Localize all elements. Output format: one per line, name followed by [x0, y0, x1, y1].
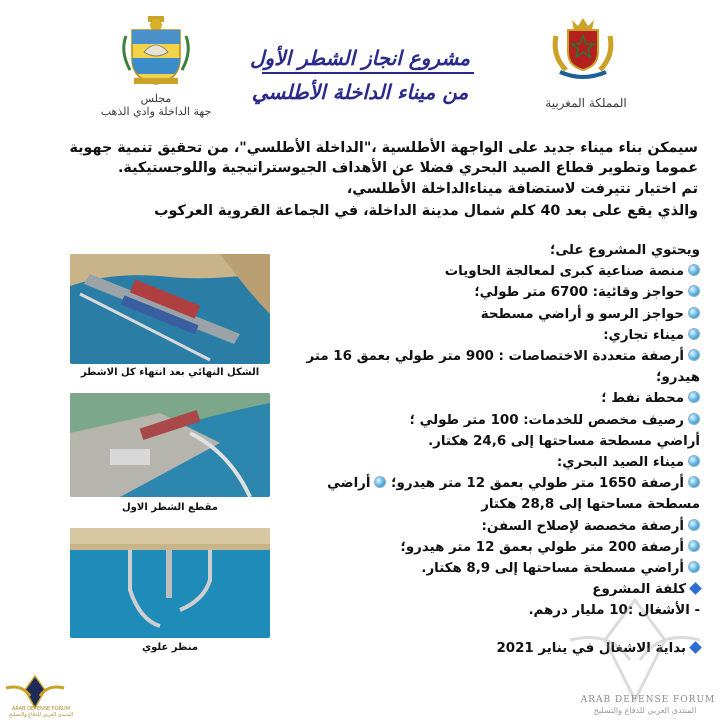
list-item [290, 325, 700, 346]
bullet-icon [688, 413, 700, 425]
list-item-continuation: مسطحة مساحتها إلى 28,8 هكتار [481, 497, 700, 513]
forum-watermark-logo-icon [560, 590, 710, 710]
forum-watermark-subtitle: المنتدى العربي للدفاع والتسليح [593, 706, 697, 715]
port-final-render-image [70, 254, 270, 364]
forum-watermark-title: ARAB DEFENSE FORUM [580, 695, 716, 705]
list-item [290, 410, 700, 431]
list-item-text: منصة صناعية كبرى لمعالجة الحاويات [444, 264, 684, 280]
list-item [290, 516, 700, 537]
bullet-icon [688, 476, 700, 488]
list-item [290, 346, 700, 367]
small-logo-subtitle: المنتدى العربي للدفاع والتسليح [8, 712, 74, 718]
intro-line: عموما وتطوير قطاع الصيد البحري فضلا عن الأهداف الجيوستراتيجية واللوجستيكية. [118, 160, 698, 176]
bullet-icon [688, 519, 700, 531]
list-item [290, 261, 700, 282]
bullet-icon [688, 328, 700, 340]
list-item [290, 304, 700, 325]
list-item-text: أرصفة متعددة الاختصاصات : 900 متر طولي بعمق 16 متر [306, 349, 684, 365]
list-item-text: ميناء تجاري: [603, 327, 684, 343]
bullet-icon [374, 476, 386, 488]
list-item-text: أرصفة 200 متر طولي بعمق 12 متر هيدرو؛ [400, 539, 684, 555]
intro-line: تم اختيار نتيرفت لاستضافة ميناءالداخلة الأطلسي، [346, 181, 698, 197]
list-item-text: أراضي [327, 476, 371, 492]
photo-caption: الشكل النهائي بعد انتهاء كل الاشطر [80, 367, 260, 378]
kingdom-caption: المملكة المغربية [545, 96, 627, 110]
list-item-continuation: - الأشغال :10 مليار درهم. [528, 603, 700, 619]
caption-line: مجلس [140, 92, 172, 105]
title-underline [262, 72, 474, 74]
list-item-text: كلفة المشروع [592, 582, 686, 598]
list-item-text: محطة نفط ؛ [601, 391, 684, 407]
list-item-text: أرصفة 1650 متر طولي بعمق 12 متر هيدرو؛ [391, 476, 684, 492]
list-item-text: أرصفة مخصصة لإصلاح السفن: [481, 518, 684, 534]
list-item [290, 537, 700, 558]
first-phase-render-image [70, 393, 270, 497]
list-item [290, 452, 700, 473]
list-item-text: ميناء الصيد البحري: [556, 455, 684, 471]
intro-line: والذي يقع على بعد 40 كلم شمال مدينة الداخلة، في الجماعة القروية العركوب [154, 203, 698, 219]
list-item-text: حواجز وقائية: 6700 متر طولي؛ [474, 285, 684, 301]
photo-caption: منظر علوي [141, 642, 199, 653]
bullet-icon [688, 285, 700, 297]
caption-line: جهة الداخلة وادي الذهب [100, 105, 212, 118]
aerial-view-image [70, 528, 270, 638]
list-item [290, 473, 700, 494]
list-heading: ويحتوي المشروع على؛ [550, 243, 700, 258]
list-item [290, 388, 700, 409]
list-item-text: حواجز الرسو و أراضي مسطحة [480, 306, 684, 322]
intro-line: سيمكن بناء ميناء جديد على الواجهة الأطلسية ،"الداخلة الأطلسي"، من تحقيق تنمية جهوية [69, 140, 698, 156]
bullet-icon [688, 455, 700, 467]
list-item-text: أراضي مسطحة مساحتها إلى 8,9 هكتار. [421, 561, 684, 577]
regional-council-crest-icon [118, 14, 194, 88]
list-item-continuation: هيدرو؛ [656, 370, 700, 386]
bullet-icon [688, 264, 700, 276]
photo-caption: مقطع الشطر الاول [121, 502, 218, 513]
list-item-text: بداية الاشغال في يناير 2021 [496, 640, 686, 656]
list-item-text: رصيف مخصص للخدمات: 100 متر طولي ؛ [409, 412, 684, 428]
list-item [290, 558, 700, 579]
bullet-icon [688, 391, 700, 403]
regional-council-caption [92, 92, 220, 118]
page-title-line-1: مشروع انجاز الشطر الأول [250, 46, 470, 70]
bullet-icon [688, 561, 700, 573]
list-item [290, 282, 700, 303]
list-item-continuation: أراضي مسطحة مساحتها إلى 24,6 هكتار. [428, 433, 700, 449]
small-logo-title: ARAB DEFENSE FORUM [11, 706, 71, 712]
page-title-line-2: من ميناء الداخلة الأطلسي [251, 80, 469, 104]
bullet-icon [688, 349, 700, 361]
forum-small-logo-caption [2, 706, 80, 718]
bullet-icon [688, 540, 700, 552]
moroccan-coat-of-arms-icon [548, 14, 618, 84]
bullet-icon [688, 307, 700, 319]
